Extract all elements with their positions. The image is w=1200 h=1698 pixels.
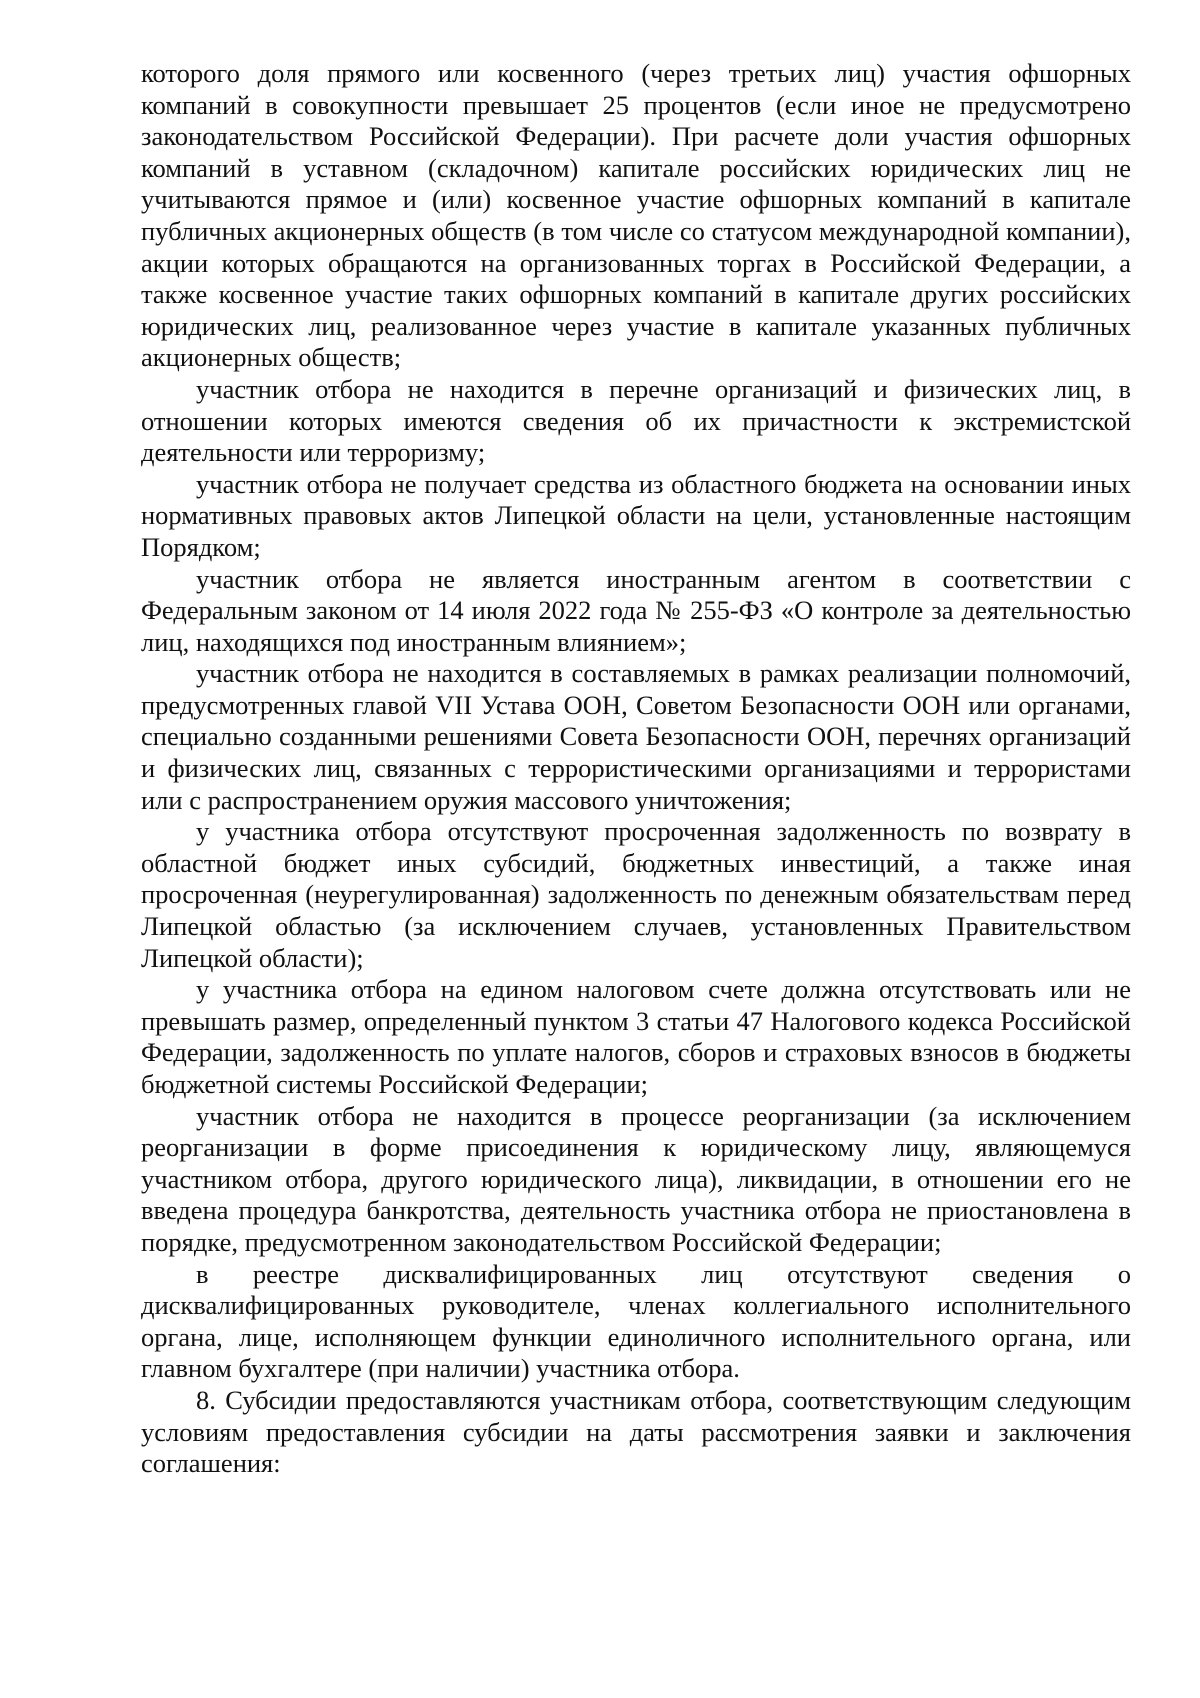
paragraph-subsidy-conditions: 8. Субсидии предоставляются участникам отбора, соответствующим следующим условиям предоставления субсидии на даты рассмотрения заявки и заключения соглашения:	[141, 1384, 1131, 1479]
paragraph-tax-account-debt: у участника отбора на едином налоговом счете должна отсутствовать или не превышать размер, определенный пунктом 3 статьи 47 Налогового кодекса Российской Федерации, задолженность по уплате налогов, сборов и страховых взносов в бюджеты бюджетной системы Российской Федерации;	[141, 974, 1131, 1099]
paragraph-un-sanctions-lists: участник отбора не находится в составляемых в рамках реализации полномочий, предусмотренных главой VII Устава ООН, Советом Безопасности ООН или органами, специально созданными решениями Совета Безопасности ООН, перечнях организаций и физических лиц, связанных с террористическими организациями и террористами или с распространением оружия массового уничтожения;	[141, 658, 1131, 815]
paragraph-extremism-list: участник отбора не находится в перечне организаций и физических лиц, в отношении которых имеются сведения об их причастности к экстремистской деятельности или терроризму;	[141, 373, 1131, 468]
paragraph-overdue-debt: у участника отбора отсутствуют просроченная задолженность по возврату в областной бюджет иных субсидий, бюджетных инвестиций, а также иная просроченная (неурегулированная) задолженность по денежным обязательствам перед Липецкой областью (за исключением случаев, установленных Правительством Липецкой области);	[141, 816, 1131, 973]
paragraph-disqualified-persons: в реестре дисквалифицированных лиц отсутствуют сведения о дисквалифицированных руководителе, членах коллегиального исполнительного органа, лице, исполняющем функции единоличного исполнительного органа, или главном бухгалтере (при наличии) участника отбора.	[141, 1258, 1131, 1384]
paragraph-reorganization-bankruptcy: участник отбора не находится в процессе реорганизации (за исключением реорганизации в форме присоединения к юридическому лицу, являющемуся участником отбора, другого юридического лица), ликвидации, в отношении его не введена процедура банкротства, деятельность участника отбора не приостановлена в порядке, предусмотренном законодательством Российской Федерации;	[141, 1100, 1131, 1257]
document-page	[141, 58, 1131, 1480]
paragraph-offshore-participation: которого доля прямого или косвенного (через третьих лиц) участия офшорных компаний в совокупности превышает 25 процентов (если иное не предусмотрено законодательством Российской Федерации). При расчете доли участия офшорных компаний в уставном (складочном) капитале российских юридических лиц не учитываются прямое и (или) косвенное участие офшорных компаний в капитале публичных акционерных обществ (в том числе со статусом международной компании), акции которых обращаются на организованных торгах в Российской Федерации, а также косвенное участие таких офшорных компаний в капитале других российских юридических лиц, реализованное через участие в капитале указанных публичных акционерных обществ;	[141, 58, 1131, 373]
paragraph-foreign-agent: участник отбора не является иностранным агентом в соответствии с Федеральным законом от 14 июля 2022 года № 255-ФЗ «О контроле за деятельностью лиц, находящихся под иностранным влиянием»;	[141, 563, 1131, 657]
paragraph-regional-budget-funds: участник отбора не получает средства из областного бюджета на основании иных нормативных правовых актов Липецкой области на цели, установленные настоящим Порядком;	[141, 468, 1131, 562]
